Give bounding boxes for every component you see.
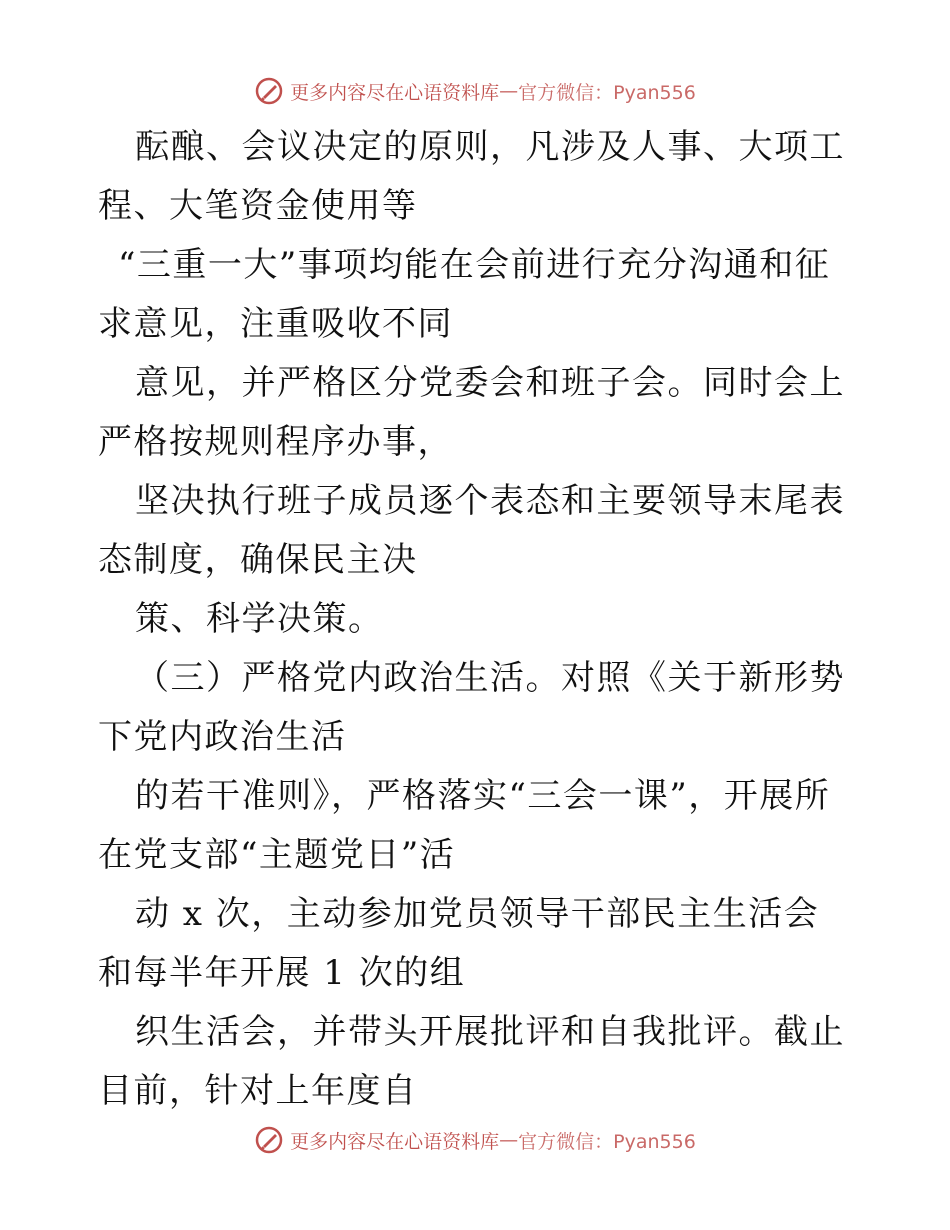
footer-wechat-text: 官方微信：Pyan556 [518,1130,696,1153]
header-watermark-banner [0,71,950,111]
header-dash: — [499,80,519,102]
body-paragraph-7: 的若干准则》，严格落实“三会一课”，开展所在党支部“主题党日”活 [98,776,831,875]
body-paragraph-9: 织生活会，并带头开展批评和自我批评。截止目前，针对上年度自 [98,1012,845,1111]
quill-logo-icon [254,1125,284,1155]
document-body [98,118,854,1121]
body-paragraph-8: 动 x 次，主动参加党员领导干部民主生活会和每半年开展 1 次的组 [98,894,820,993]
body-paragraph-6: （三）严格党内政治生活。对照《关于新形势下党内政治生活 [98,658,845,757]
body-paragraph-2: “三重一大”事项均能在会前进行充分沟通和征求意见，注重吸收不同 [98,245,831,344]
header-wechat-text: 官方微信：Pyan556 [518,81,696,104]
footer-dash: — [499,1129,519,1151]
footer-brand-text: 更多内容尽在心语资料库 [290,1130,500,1153]
body-paragraph-3: 意见，并严格区分党委会和班子会。同时会上严格按规则程序办事， [98,363,845,462]
body-paragraph-1: 酝酿、会议决定的原则，凡涉及人事、大项工程、大笔资金使用等 [98,127,845,226]
body-paragraph-4: 坚决执行班子成员逐个表态和主要领导末尾表态制度，确保民主决 [98,481,845,580]
quill-logo-icon [254,76,284,106]
header-brand-text: 更多内容尽在心语资料库 [290,81,500,104]
footer-watermark-banner [0,1120,950,1160]
body-paragraph-5: 策、科学决策。 [135,599,384,639]
